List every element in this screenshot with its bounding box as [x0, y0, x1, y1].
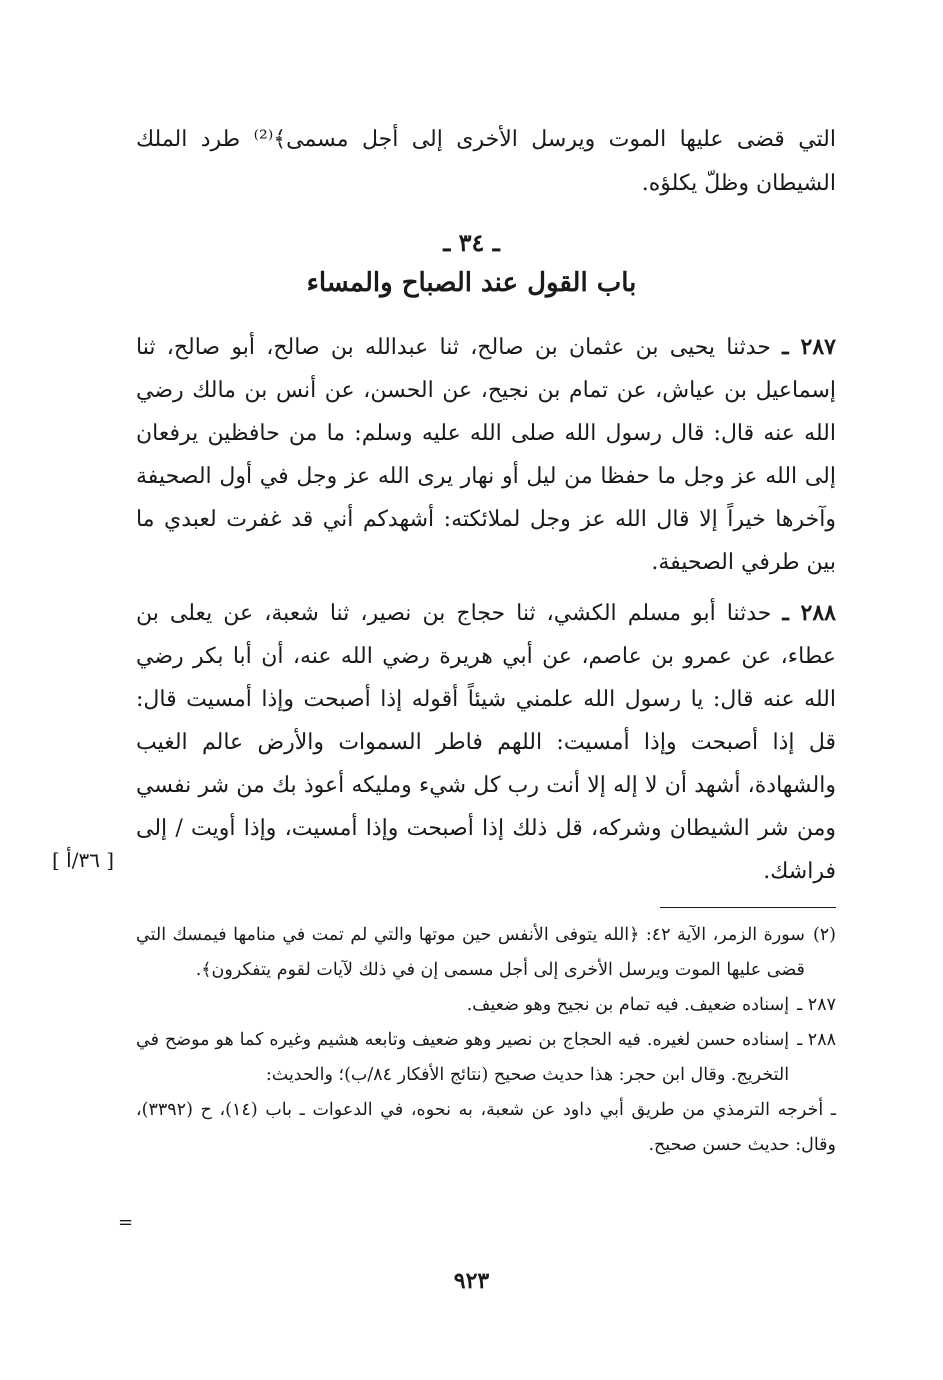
footnote-288: [136, 1023, 836, 1093]
hadith-288: [136, 592, 836, 893]
footnote-label: ٢٨٧ ـ: [797, 995, 836, 1015]
footnote-separator: [660, 907, 836, 908]
hadith-287: [136, 326, 836, 584]
hadith-number: ٢٨٧ ـ: [782, 334, 836, 360]
hadith-text: حدثنا يحيى بن عثمان بن صالح، ثنا عبدالله بن صالح، أبو صالح، ثنا إسماعيل بن عياش، عن تمام بن نجيح، عن الحسن، عن أنس بن مالك رضي الله عنه قال: قال رسول الله صلى الله عليه وسلم: ما من حافظين يرفعان إلى الله عز وجل ما حفظا من ليل أو نهار يرى الله عز وجل في أول الصحيفة وآخرها خيراً إلا قال الله عز وجل لملائكته: أشهدكم أني قد غفرت لعبدي ما بين طرفي الصحيفة.: [136, 335, 836, 575]
footnote-text: سورة الزمر، الآية ٤٢: ﴿الله يتوفى الأنفس حين موتها والتي لم تمت في منامها فيمسك التي قضى عليها الموت ويرسل الأخرى إلى أجل مسمى إن في ذلك لآيات لقوم يتفكرون﴾.: [136, 925, 805, 980]
page-number: ٩٢٣: [453, 1268, 490, 1294]
footnote-label: ٢٨٨ ـ: [797, 1030, 836, 1050]
footnote-text: إسناده حسن لغيره. فيه الحجاج بن نصير وهو ضعيف وتابعه هشيم وغيره كما هو موضح في التخريج. وقال ابن حجر: هذا حديث صحيح (نتائج الأفكار ٨٤/ب)؛ والحديث:: [136, 1030, 790, 1085]
footnote-2: [136, 918, 836, 988]
footnote-text: إسناده ضعيف. فيه تمام بن نجيح وهو ضعيف.: [466, 995, 790, 1015]
footnote-288-takhrij: ـ أخرجه الترمذي من طريق أبي داود عن شعبة، به نحوه، في الدعوات ـ باب (١٤)، ح (٣٣٩٢)، وقال: حديث حسن صحيح.: [136, 1100, 836, 1155]
footnotes: [136, 918, 836, 1163]
chapter-title: باب القول عند الصباح والمساء: [306, 268, 637, 298]
hadith-number: ٢٨٨ ـ: [782, 600, 836, 626]
manuscript-folio-marker: [ ٣٦/أ ]: [52, 848, 115, 872]
footnote-label: (٢): [812, 925, 836, 945]
footnote-287: [136, 988, 836, 1023]
continuation-mark: =: [118, 1212, 134, 1233]
chapter-number: ـ ٣٤ ـ: [443, 228, 500, 257]
hadith-text: حدثنا أبو مسلم الكشي، ثنا حجاج بن نصير، ثنا شعبة، عن يعلى بن عطاء، عن عمرو بن عاصم، عن أبي هريرة رضي الله عنه، أن أبا بكر رضي الله عنه قال: يا رسول الله علمني شيئاً أقوله إذا أصبحت وإذا أمسيت قال: قل إذا أصبحت وإذا أمسيت: اللهم فاطر السموات والأرض عالم الغيب والشهادة، أشهد أن لا إله إلا أنت رب كل شيء ومليكه أعوذ بك من شر نفسي ومن شر الشيطان وشركه، قل ذلك إذا أصبحت وإذا أمسيت، وإذا أويت / إلى فراشك.: [136, 601, 836, 884]
intro-paragraph: التي قضى عليها الموت ويرسل الأخرى إلى أجل مسمى﴾⁽²⁾ طرد الملك الشيطان وظلّ يكلؤه.: [136, 127, 836, 196]
